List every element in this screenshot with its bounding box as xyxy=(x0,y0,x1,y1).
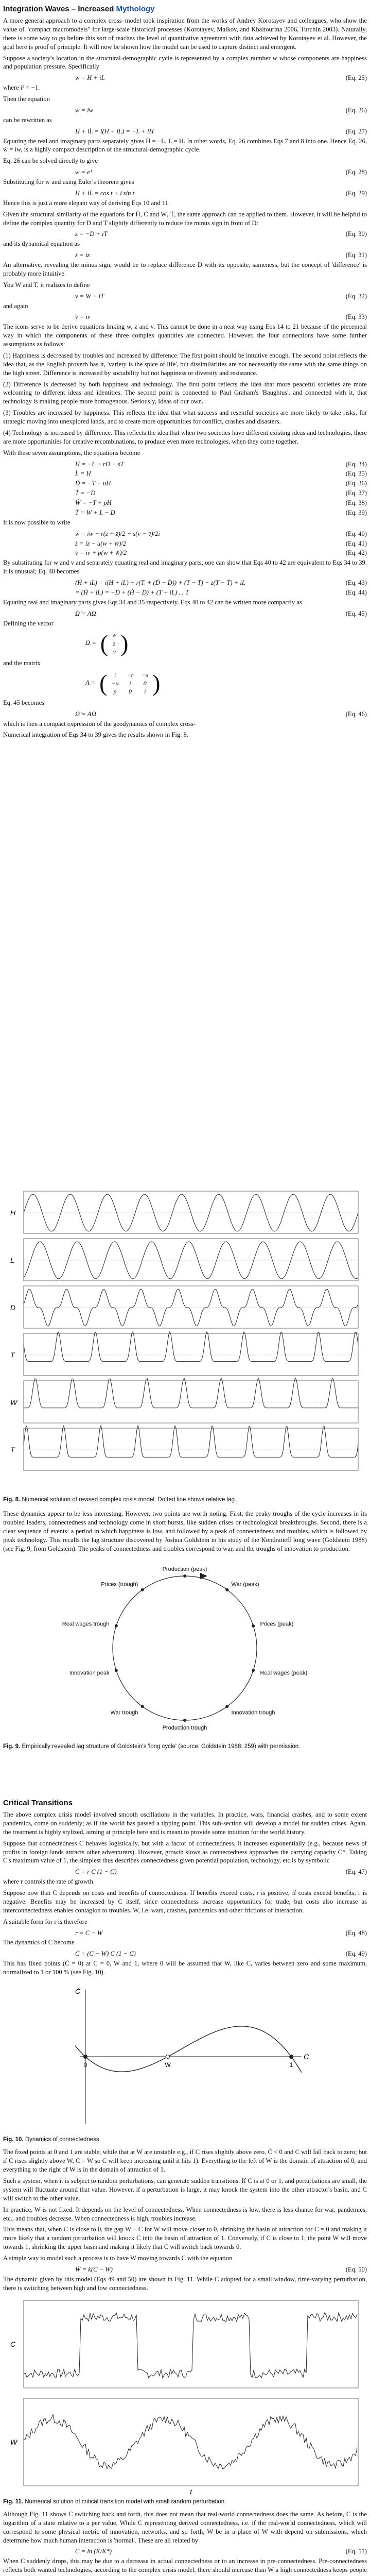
equation: Ω̇ = AΩ (Eq. 46) xyxy=(75,710,367,718)
fig8-series-W xyxy=(24,1378,358,1408)
section-integration-waves xyxy=(3,4,367,742)
section-heading: Integration Waves – Increased Mythology xyxy=(3,5,155,13)
fig8-row-label: T xyxy=(10,1446,15,1454)
fig9-node-dot xyxy=(141,1705,144,1708)
paragraph: (3) Troubles are increased by happiness. This reflects the idea that what success and resentful societies are more likely to take risks, for strategic moving into unexplored lands, and to create more opportunities for conflict, crashes and disasters. xyxy=(3,409,367,426)
figure-caption: Fig. 11. Numerical solution of critical transition model with small random perturbation. xyxy=(3,2498,226,2505)
fig9-node-label: Real wages (peak) xyxy=(260,1670,308,1676)
paragraph: Eq. 26 can be solved directly to give xyxy=(3,157,98,165)
fig9-node-dot xyxy=(252,1669,255,1672)
fig11-panel-frame xyxy=(24,2398,358,2486)
fig9-cycle-circle xyxy=(113,1576,257,1720)
equation: Ḣ + iL̇ = i(H + iL) = −L + iH (Eq. 27) xyxy=(75,127,367,135)
section-heading: Critical Transitions xyxy=(3,1799,73,1807)
equation: r = C − W (Eq. 48) xyxy=(75,1929,367,1937)
fig8-row-label: H xyxy=(10,1209,16,1217)
figure-caption: Fig. 8. Numerical solution of revised complex crisis model. Dotted line shows relative lag. xyxy=(3,1497,237,1503)
fig10-tick-label: W xyxy=(165,2061,171,2069)
equation: ż = iz (Eq. 31) xyxy=(75,251,367,259)
paragraph: (1) Happiness is decreased by troubles and increased by difference. The first point should be intuitive enough. The second point reflects the idea that, as the English proverb has it, 'variety is the spice of life', but dissimilarities are not necessarily the same with the same things on the high street. Difference is increased by sociability but not happiness or diversity and resistance. xyxy=(3,351,367,377)
paragraph: You W and T, it realizes to define xyxy=(3,281,90,289)
fig9-node-label: Innovation trough xyxy=(231,1709,275,1716)
fig8-series-T xyxy=(24,1332,358,1362)
fig9-node-dot xyxy=(225,1588,228,1591)
equation: Ẇ = k(C − W) (Eq. 50) xyxy=(75,2265,367,2273)
fig9-direction-arrow xyxy=(200,1573,207,1579)
paragraph: Hence this is just a more elegant way of deriving Eqs 10 and 11. xyxy=(3,199,170,207)
paragraph: Defining the vector xyxy=(3,619,54,627)
fig9-node-dot xyxy=(252,1624,255,1628)
paragraph: (2) Difference is decreased by both happiness and technology. The first point reflects the idea that more peaceful societies are more welcoming to different ideas and identities. The second point is connected to Paul Graham's 'Baughtus', and connected with it, that technology is making people more homogenous. Seriously, Ideas of our own. xyxy=(3,380,367,405)
fig11-panel-label: W xyxy=(10,2437,17,2446)
fig9-node-dot xyxy=(225,1705,228,1708)
fig8-row-label: L xyxy=(10,1256,14,1264)
paragraph: The icons serve to be derive equations linking w, z and v. This cannot be done in a neat way using Eqs 14 to 21 because of the piecemeal way in which the components of these three complex quantities are connected. However, the four connections have some further assumptions as follows: xyxy=(3,323,367,348)
fig10-ylabel: Ċ xyxy=(75,1987,81,1995)
matrix-a: A = ( i −r −s −u i 0 p 0 i ) xyxy=(85,669,161,696)
fig9-node-label: Real wages trough xyxy=(62,1621,110,1628)
fig11-panel-frame xyxy=(24,2300,358,2388)
fig9-node-label: Production (peak) xyxy=(162,1566,207,1573)
equation: (Ḣ + iL̇) = i(H + iL) − r(Tᵢ + (D̄ − D̄)) + (T − T̄) − z(T − T̄) + iL (Eq. 43) xyxy=(75,579,367,587)
fig10-fixed-point xyxy=(290,2055,293,2058)
paragraph: (4) Technology is increased by difference. This reflects the idea that when two societies have different existing ideas and technologies, there are more opportunities for creative recombinations, to produce even more technologies, when they come together. xyxy=(3,429,367,445)
equation: L̇ = H (Eq. 35) xyxy=(75,470,367,478)
fig9-node-label: War trough xyxy=(110,1709,138,1716)
paragraph: These dynamics appear to be less interesting. However, two points are worth noting. First, the peaky troughs of the cycle increases in its troubled leaders, connectedness and technology come in short bursts, like sudden crises or technological breakthroughs. Second, there is a clear sequence of events: a period in which happiness is low, and followed by a peak of connectedness and troubles, which is followed by peak technology. This recalls the lag structure discovered by Joshua Goldstein in his study of the Kondratieff long wave (Goldstein 1988) (see Fig. 9, from Goldstein). The peaks of connectedness and troubles correspond to war, and the troughs of innovation to production. xyxy=(3,1510,367,1552)
paragraph: This means that, when C is close to 0, the gap W − C for W will move closer to 0, shrinking the basin of attraction for C = 0 and making it more likely that a random perturbation will knock C into the basin of attraction of 1. Conversely, if C is close to 1, the point W will move towards 1, shrinking the upper basin and making it likely that C will switch back towards 0. xyxy=(3,2226,367,2251)
paragraph: An alternative, revealing the minus sign, would be to replace difference D with its opposite, sameness, but the concept of 'difference' is probably more intuitive. xyxy=(3,261,367,277)
paragraph: Eq. 45 becomes xyxy=(3,699,45,706)
paragraph: Substituting for w and using Euler's theorem gives xyxy=(3,178,134,186)
equation: C = ln (K/K*) (Eq. 51) xyxy=(75,2548,367,2555)
paragraph: and again xyxy=(3,302,28,310)
fig8-row-label: T xyxy=(10,1351,15,1359)
paragraph: Equating the real and imaginary parts separately gives Ḣ = −L, L̇ = H. In other words, Eq. 26 combines Eqs 7 and 8 into one. Hence Eq. 26, ẇ = iw, is a highly compact description of the structural-demographic cycle. xyxy=(3,137,367,154)
paragraph: Suppose now that C depends on costs and benefits of connectedness. If benefits exceed costs, r is positive; if costs exceed benefits, r is negative. Benefits may be increased by C itself, since connectedness increase opportunities for trade, but costs also increase as interconnectedness enables contagion to troubles. W, i.e. wars, crashes, pandemics and other frictions of interaction. xyxy=(3,1889,367,1914)
paragraph: By substituting for w and v and separately equating real and imaginary parts, one can show that Eqs 40 to 42 are equivalent to Eqs 34 to 39. It is unusual; Eq. 40 becomes xyxy=(3,559,367,575)
equation: H + iL = cos t + i sin t (Eq. 29) xyxy=(75,189,367,197)
paragraph: Such a system, when it is subject to random perturbations, can generate sudden transitions. If C is at 0 or 1, and perturbations are small, the system will fluctuate around that value. However, if a perturbation is large, it may knock the system into the other attractor's basin, and C will switch to the other value. xyxy=(3,2177,367,2202)
fig8-series-T xyxy=(24,1426,358,1457)
paragraph: Equating real and imaginary parts gives Eqs 34 and 35 respectively. Eqs 40 to 42 can be written more compactly as xyxy=(3,598,302,606)
equation: v = W + iT (Eq. 32) xyxy=(75,292,367,300)
paragraph: where i² = −1. xyxy=(3,84,40,92)
paragraph: and its dynamical equation as xyxy=(3,240,80,248)
equation: Ċ = r C (1 − C) (Eq. 47) xyxy=(75,1868,367,1876)
fig8-panel-frame xyxy=(24,1381,358,1423)
paragraph: and the matrix xyxy=(3,659,41,667)
fig10-xlabel: C xyxy=(304,2052,309,2061)
paragraph: Although Fig. 11 shows C switching back and forth, this does not mean that real-world connectedness does the same. As before, C is the logarithm of a state relative to a per value. While C representing derived connectedness, i.e. if the real-world connectedness, which will correspond to some physical metric of innovation, networks, and so forth, W be in a place of W with depend on submissions, which determine how much human interaction is 'normal'. These are all related by xyxy=(3,2510,367,2544)
equation: ż = iz − u(w + w̄)/2 (Eq. 41) xyxy=(75,539,367,547)
fig11-series-W xyxy=(24,2414,357,2469)
fig11-series-C xyxy=(24,2312,357,2378)
fig10-curve xyxy=(75,2026,302,2073)
equation: Ḋ = −T − uH (Eq. 36) xyxy=(75,480,367,487)
fig9-node-label: Production trough xyxy=(162,1725,207,1732)
equation: Ḣ = −L + rD − sT (Eq. 34) xyxy=(75,460,367,468)
equation: w = H + iL (Eq. 25) xyxy=(75,74,367,82)
figure-caption: Fig. 9. Empirically revealed lag structure of Goldstein's 'long cycle' (source: Goldstein 1988: 259) with permission. xyxy=(3,1743,301,1750)
equation: = (Ḣ + iL̇) = −D + (Ḣ − D) + (T + iL) ... T (Eq. 44) xyxy=(75,588,367,596)
fig8-panel-frame xyxy=(24,1333,358,1376)
section-lag-structure xyxy=(3,1510,367,1755)
paragraph: The dynamics of C become xyxy=(3,1939,75,1946)
fig9-cycle-diagram xyxy=(3,1555,367,1741)
paragraph: which is then a compact expression of the geodynamics of complex cross- xyxy=(3,720,196,727)
fig9-node-label: War (peak) xyxy=(231,1581,259,1588)
paragraph: Given the structural similarity of the equations for Ḣ, Ċ and Ẇ, Ṫ, the same approach can be applied to them. However, it will be helpful to define the complex quantity for D and T slightly differently to reduce the minus sign in front of D: xyxy=(3,210,367,227)
paragraph: Then the equation xyxy=(3,95,50,103)
equation: v̇ = iv + p(w + w̄)/2 (Eq. 42) xyxy=(75,549,367,557)
equation: ẇ = iw − r(z + z̄)/2 − s(v − v̄)/2i (Eq. 40) xyxy=(75,530,367,537)
paragraph: It is now possible to write xyxy=(3,518,71,526)
fig9-node-label: Prices (trough) xyxy=(101,1581,138,1588)
paragraph: The above complex crisis model involved smooth oscillations in the variables. In practice, wars, financial crashes, and to some extent pandemics, come on suddenly; as if the world has passed a tipping point. This sub-section will develop a model for sudden crises. Again, the treatment is highly stylized, aiming at principle here and is meant to provide some intuition for the world history. xyxy=(3,1811,367,1836)
figure-8 xyxy=(3,1185,367,1508)
paragraph: In practice, W is not fixed. It depends on the level of connectedness. When connectedness is low, there is less chance for war, pandemics, etc., and troubles decrease. When connectedness is high, troubles increase. xyxy=(3,2206,367,2222)
fig10-tick-label: 1 xyxy=(289,2061,293,2069)
paragraph: This has fixed points (Ċ = 0) at C = 0, W and 1, where 0 will be assumed that W, like C, varies between zero and some maximum, normalized to 1 or 100 % (see Fig. 10). xyxy=(3,1960,367,1976)
equation: v̇ = iv (Eq. 33) xyxy=(75,313,367,321)
fig8-panel-frame xyxy=(24,1428,358,1470)
fig8-oscillation-plot xyxy=(3,1185,367,1494)
paragraph: Suppose that connectedness C behaves logistically, but with a factor of connectedness, it increases exponentially (e.g., because news of profits in foreign lands attracts other adventurers). However, growth slows as connectedness approaches the carrying capacity C*. Taking C's maximum value of 1, the simplest thus describes connectedness given potential population, technology, etc is by symbolic xyxy=(3,1839,367,1865)
paragraph: When C suddenly drops, this may be due to a decrease in actual connectedness or to an increase in pre-connectedness. Pre-connectedness reflects both wanted technologies, according to the complex crisis model, there should increase than W a high connectedness keeps people xyxy=(3,2557,367,2574)
paragraph: where r controls the rate of growth. xyxy=(3,1878,95,1886)
fig9-node-dot xyxy=(115,1624,118,1628)
equation: w = eⁱᵗ (Eq. 28) xyxy=(75,168,367,176)
fig9-node-dot xyxy=(115,1669,118,1672)
equation: Ṫ = −D (Eq. 37) xyxy=(75,489,367,497)
vector-omega: Ω = ( w z v ) xyxy=(85,630,129,656)
paragraph: can be rewritten as xyxy=(3,116,52,124)
fig9-node-label: Prices (peak) xyxy=(260,1621,294,1628)
fig8-row-label: D xyxy=(10,1303,16,1312)
equation: Ẇ = −T + pH (Eq. 38) xyxy=(75,499,367,507)
fig10-fixed-point xyxy=(84,2055,87,2058)
heading-link[interactable]: Mythology xyxy=(116,5,155,13)
paragraph: A more general approach to a complex cross–model took inspiration from the works of Andrey Korotayev and colleagues, who show the value of "compact macromodels" for large-scale historical processes (Korotayev, Malkov, and Khaltourina 2006, Turchin 2003). Naturally, there is some way to go before this sort of reaches the level of quantitative agreement with data achieved by Korotayev et al. However, the goal here is proof of principle. It will now be shown how the model can be used to capture distinct and emergent. xyxy=(3,17,367,50)
paragraph: Numerical integration of Eqs 34 to 39 gives the results shown in Fig. 8. xyxy=(3,731,188,739)
fig8-row-label: W xyxy=(10,1398,17,1406)
paragraph: A simple way to model such a process is to have W moving towards C with the equation xyxy=(3,2255,233,2262)
fig9-node-dot xyxy=(183,1719,186,1722)
fig10-connectedness-plot xyxy=(3,1979,367,2134)
fig10-fixed-point xyxy=(166,2055,170,2058)
fig9-node-label: Innovation peak xyxy=(69,1670,110,1676)
paragraph: With these seven assumptions, the equations become xyxy=(3,449,140,456)
paragraph: A suitable form for r is therefore xyxy=(3,1918,87,1925)
fig11-panel-label: C xyxy=(10,2340,16,2348)
equation: z = −D + iT (Eq. 30) xyxy=(75,230,367,238)
equation: Ṫ = W + L − D (Eq. 39) xyxy=(75,509,367,516)
fig9-node-dot xyxy=(141,1588,144,1591)
fig11-switching-plot xyxy=(3,2295,367,2496)
section-critical-transitions xyxy=(3,1798,367,2576)
paragraph: The dynamic given by this model (Eqs 49 and 50) are shown in Fig. 11. While C adopted for a small window, time-varying perturbation, there is switching between high and low connectedness. xyxy=(3,2275,367,2292)
fig11-xlabel: t xyxy=(190,2487,192,2496)
figure-caption: Fig. 10. Dynamics of connectedness. xyxy=(3,2136,101,2143)
equation: Ω̇ = AΩ (Eq. 45) xyxy=(75,609,367,617)
fig9-node-dot xyxy=(183,1574,186,1578)
paragraph: Suppose a society's location in the structural-demographic cycle is represented by a complex number w whose components are happiness and population pressure. Specifically xyxy=(3,54,367,71)
equation: ẇ = iw (Eq. 26) xyxy=(75,106,367,114)
equation: Ċ = (C − W) C (1 − C) (Eq. 49) xyxy=(75,1950,367,1958)
fig10-tick-label: 0 xyxy=(83,2061,87,2069)
paragraph: The fixed points at 0 and 1 are stable, while that at W are unstable e.g., if C rises slightly above zero, Ċ < 0 and C will fall back to zero; but if C rises slightly above W, C = W so C will keep increasing until it hits 1). Everything to the left of W is the domain of attraction of 0, and everything to the right of W is in the domain of attraction of 1. xyxy=(3,2148,367,2174)
